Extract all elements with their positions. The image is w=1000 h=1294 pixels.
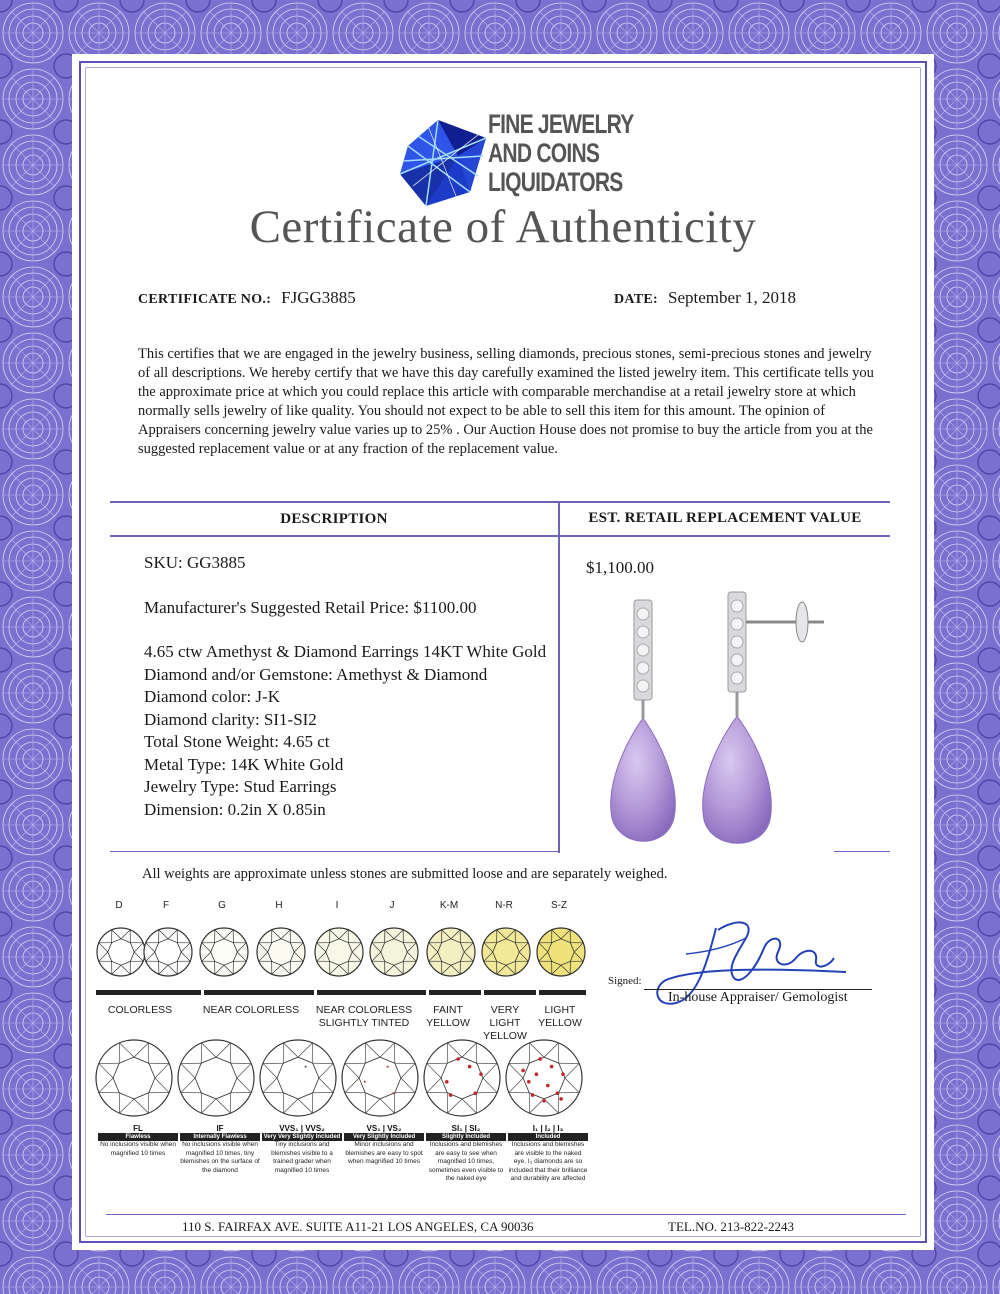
inclusion-mark <box>392 1092 394 1094</box>
table-bottom-rule-left <box>110 851 558 852</box>
item-msrp: Manufacturer's Suggested Retail Price: $1100.00 <box>144 597 477 617</box>
clarity-code: IF <box>216 1124 224 1133</box>
color-grade-diamond <box>200 928 248 976</box>
clarity-grade-fl <box>98 1124 178 1158</box>
clarity-grade-diamond <box>424 1040 500 1116</box>
clarity-grade-table <box>98 1124 588 1214</box>
logo-line-2: AND COINS <box>488 138 600 168</box>
inclusion-mark <box>561 1072 565 1076</box>
item-sku: SKU: GG3885 <box>144 553 246 572</box>
clarity-name: Very Slightly Included <box>344 1133 424 1141</box>
color-grade-diamond <box>144 928 192 976</box>
detail-line: Metal Type: 14K White Gold <box>144 754 344 774</box>
color-grade-diamond <box>257 928 305 976</box>
color-grade-diamond <box>370 928 418 976</box>
color-grade-diamond <box>482 928 530 976</box>
clarity-grade-diamond <box>178 1040 254 1116</box>
color-grade-diamond <box>97 928 145 976</box>
certificate-date <box>614 288 796 308</box>
certificate-sheet <box>86 68 920 1236</box>
color-group-label: LIGHT YELLOW <box>538 1004 582 1029</box>
color-group-label: NEAR COLORLESS <box>202 1004 300 1016</box>
item-description <box>144 552 584 821</box>
clarity-name: Internally Flawless <box>180 1133 260 1141</box>
color-grade-letters <box>104 900 584 914</box>
clarity-grade-vvs <box>262 1124 342 1175</box>
inclusion-mark <box>538 1057 542 1061</box>
value-header: EST. RETAIL REPLACEMENT VALUE <box>588 510 862 526</box>
clarity-desc: Minor inclusions and blemishes are easy to spot when magnified 10 times <box>345 1141 423 1165</box>
color-group-label: VERY LIGHT YELLOW <box>483 1004 527 1042</box>
color-grade-letter: F <box>162 900 170 911</box>
detail-line: Diamond clarity: SI1-SI2 <box>144 709 317 729</box>
color-grade-letter: S-Z <box>550 900 568 911</box>
color-group-label: NEAR COLORLESS SLIGHTLY TINTED <box>315 1004 413 1029</box>
clarity-grade-diamond <box>96 1040 172 1116</box>
logo-line-3: LIQUIDATORS <box>488 167 623 197</box>
clarity-desc: No inclusions visible when magnified 10 times <box>100 1141 176 1157</box>
clarity-grade-vs <box>344 1124 424 1167</box>
inclusion-mark <box>468 1065 472 1069</box>
detail-line: Total Stone Weight: 4.65 ct <box>144 732 330 751</box>
appraiser-role: In-house Appraiser/ Gemologist <box>668 990 848 1005</box>
certificate-number-label: CERTIFICATE NO.: <box>138 292 272 307</box>
detail-line: 4.65 ctw Amethyst & Diamond Earrings 14KT White Gold <box>144 642 547 661</box>
inclusion-mark <box>531 1093 535 1097</box>
color-group-label: COLORLESS <box>107 1004 173 1016</box>
color-grade-letter: G <box>218 900 226 911</box>
clarity-desc: Tiny inclusions and blemishes visible to a trained grader when magnified 10 times <box>271 1141 333 1174</box>
footer-address: 110 S. FAIRFAX AVE. SUITE A11-21 LOS ANGELES, CA 90036 <box>182 1219 534 1234</box>
detail-line: Diamond color: J-K <box>144 687 280 706</box>
clarity-grade-si <box>426 1124 506 1184</box>
color-grade-diamonds <box>92 916 592 988</box>
clarity-name: Flawless <box>98 1133 178 1141</box>
clarity-code: SI₁ | SI₂ <box>451 1124 481 1133</box>
inclusion-mark <box>445 1080 449 1084</box>
certificate-date-value: September 1, 2018 <box>668 288 796 307</box>
inclusion-mark <box>474 1091 478 1095</box>
color-grade-letter: D <box>115 900 123 911</box>
replacement-value: $1,100.00 <box>586 558 654 577</box>
clarity-desc: Inclusions and blemishes are visible to the naked eye. I₃ diamonds are so included that their brilliance and durability are affected <box>508 1141 588 1182</box>
footer-rule <box>106 1214 906 1215</box>
table-bottom-rule-right <box>834 851 890 852</box>
detail-line: Diamond and/or Gemstone: Amethyst & Diamond <box>144 664 488 684</box>
inclusion-mark <box>521 1069 525 1073</box>
description-header: DESCRIPTION <box>280 511 388 527</box>
clarity-grade-diamond <box>260 1040 336 1116</box>
inclusion-mark <box>559 1097 563 1101</box>
clarity-name: Very Very Slightly Included <box>263 1134 341 1140</box>
earrings-product-image <box>602 588 832 858</box>
clarity-desc: No inclusions visible when magnified 10 times, tiny blemishes on the surface of the diamond <box>180 1141 260 1174</box>
certification-statement: This certifies that we are engaged in the jewelry business, selling diamonds, precious stones, semi-precious stones and jewelry of all descriptions. We hereby certify that we have this day carefully examined the listed jewelry item. This certificate tells you the approximate price at which you could replace this article with comparable merchandise at a retail jewelry store at which normally sells jewelry of like quality. You should not expect to be able to sell this item for this amount. The opinion of Appraisers concerning jewelry value varies up to 25% . Our Auction House does not promise to buy the article from you at the suggested replacement value or at any fraction of the replacement value. <box>138 346 874 457</box>
logo-wordmark <box>488 110 633 197</box>
clarity-grade-diamond <box>342 1040 418 1116</box>
inclusion-mark <box>535 1072 539 1076</box>
color-grade-diamond <box>537 928 585 976</box>
table-top-rule <box>110 501 890 503</box>
inclusion-mark <box>556 1091 560 1095</box>
detail-line: Dimension: 0.2in X 0.85in <box>144 799 326 819</box>
color-scale-bar <box>96 988 586 1000</box>
footer-phone: TEL.NO. 213-822-2243 <box>668 1219 795 1234</box>
clarity-code: FL <box>133 1124 143 1133</box>
color-grade-diamond <box>427 928 475 976</box>
certificate-number-value: FJGG3885 <box>281 288 356 307</box>
logo-line-1: FINE JEWELRY <box>488 109 634 139</box>
color-grade-letter: K-M <box>439 900 459 911</box>
inclusion-mark <box>387 1066 389 1068</box>
clarity-code: VVS₁ | VVS₂ <box>279 1124 325 1133</box>
color-group-label: FAINT YELLOW <box>426 1004 470 1029</box>
clarity-code: VS₁ | VS₂ <box>366 1124 402 1133</box>
color-grade-letter: I <box>335 900 339 911</box>
inclusion-mark <box>479 1072 483 1076</box>
color-grade-letter: N-R <box>495 900 513 911</box>
clarity-desc: Inclusions and blemishes are easy to see when magnified 10 times, sometimes even visible to the naked eye <box>428 1141 504 1182</box>
inclusion-mark <box>527 1080 531 1084</box>
clarity-name: Included <box>508 1133 588 1141</box>
clarity-name: Slightly Included <box>426 1133 506 1141</box>
clarity-code: I₁ | I₂ | I₃ <box>532 1124 564 1133</box>
certificate-date-label: DATE: <box>614 292 659 307</box>
color-grade-diamond <box>315 928 363 976</box>
weights-note: All weights are approximate unless stones are submitted loose and are separately weighed. <box>142 866 668 882</box>
inclusion-mark <box>546 1084 550 1088</box>
clarity-grade-diamonds <box>94 1034 594 1124</box>
detail-line: Jewelry Type: Stud Earrings <box>144 777 337 796</box>
clarity-grade-i <box>508 1124 588 1184</box>
color-grade-letter: J <box>389 900 395 911</box>
color-grade-letter: H <box>275 900 283 911</box>
table-header-rule <box>110 535 890 537</box>
diamond-logo-icon <box>398 116 492 208</box>
clarity-grade-if <box>180 1124 260 1175</box>
inclusion-mark <box>449 1093 453 1097</box>
clarity-grade-diamond <box>506 1040 582 1116</box>
inclusion-mark <box>305 1066 307 1068</box>
inclusion-mark <box>364 1081 366 1083</box>
inclusion-mark <box>456 1057 460 1061</box>
signed-label: Signed: <box>608 975 642 987</box>
inclusion-mark <box>550 1065 554 1069</box>
page-title: Certificate of Authenticity <box>249 201 757 253</box>
certificate-number <box>138 288 356 308</box>
inclusion-mark <box>542 1099 546 1103</box>
